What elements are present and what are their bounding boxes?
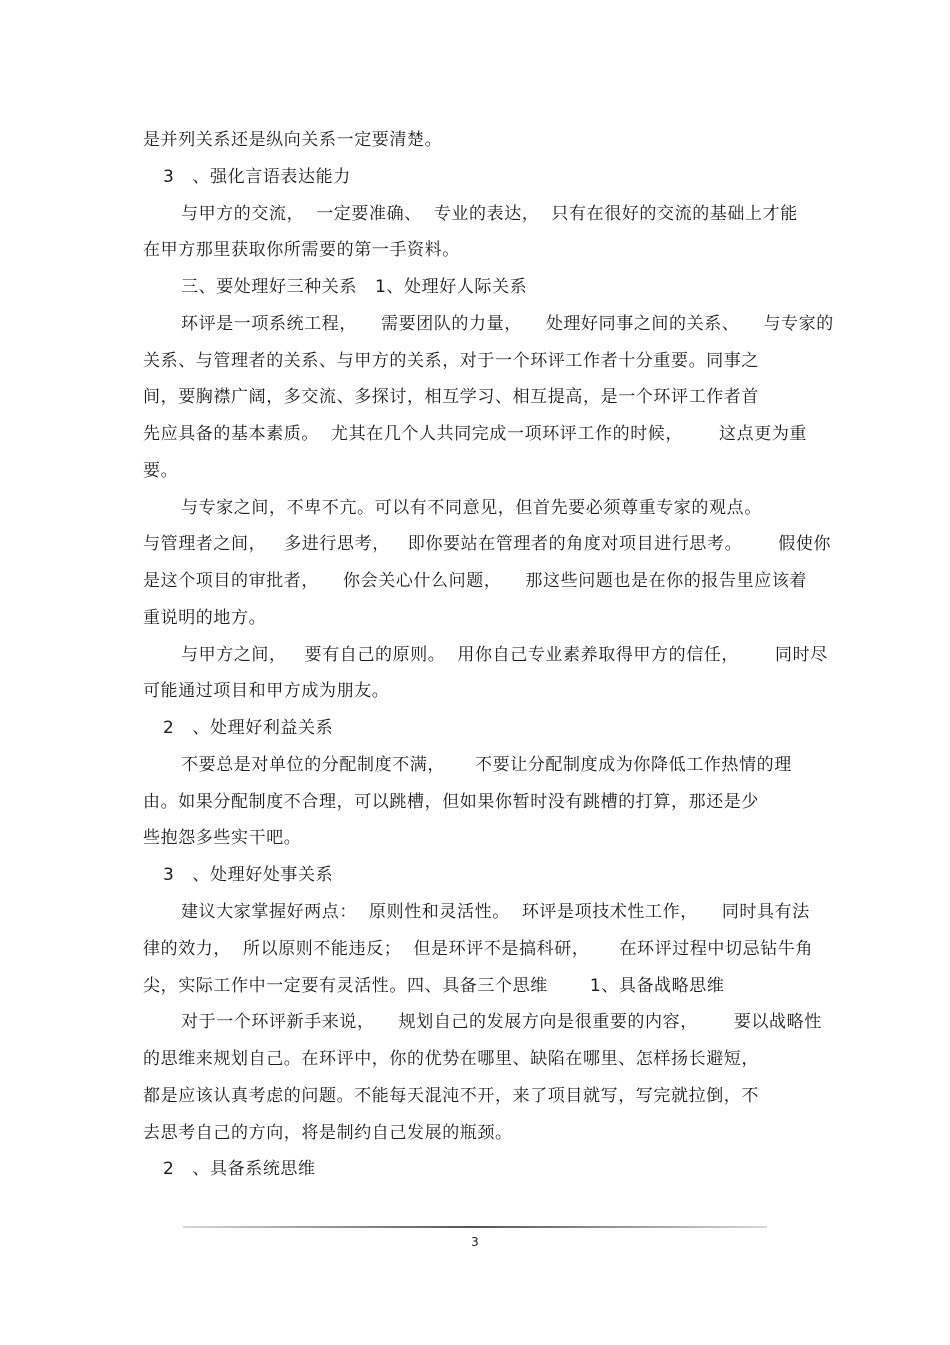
section-heading: 2 、处理好利益关系: [163, 718, 334, 738]
text-line: 建议大家掌握好两点： 原则性和灵活性。 环评是项技术性工作， 同时具有法: [181, 902, 810, 922]
text-line: 环评是一项系统工程， 需要团队的力量， 处理好同事之间的关系、 与专家的: [181, 314, 834, 334]
text-line: 的思维来规划自己。在环评中，你的优势在哪里、缺陷在哪里、怎样扬长避短，: [143, 1049, 759, 1069]
footer-divider: [183, 1226, 767, 1228]
text-line: 些抱怨多些实干吧。: [143, 828, 302, 848]
text-line: 都是应该认真考虑的问题。不能每天混沌不开，来了项目就写，写完就拉倒，不: [143, 1086, 759, 1106]
page-number: 3: [471, 1235, 479, 1249]
text-line: 去思考自己的方向，将是制约自己发展的瓶颈。: [143, 1123, 513, 1143]
text-line: 是这个项目的审批者， 你会关心什么问题， 那这些问题也是在你的报告里应该着: [143, 571, 808, 591]
text-line: 要。: [143, 461, 179, 481]
text-line: 尖，实际工作中一定要有灵活性。四、具备三个思维 1、具备战略思维: [143, 976, 725, 996]
text-line: 与甲方之间， 要有自己的原则。 用你自己专业素养取得甲方的信任， 同时尽: [181, 645, 828, 665]
text-line: 重说明的地方。: [143, 608, 267, 628]
text-line: 由。如果分配制度不合理，可以跳槽，但如果你暂时没有跳槽的打算，那还是少: [143, 792, 759, 812]
text-line: 与甲方的交流， 一定要准确、 专业的表达， 只有在很好的交流的基础上才能: [181, 204, 798, 224]
text-line: 在甲方那里获取你所需要的第一手资料。: [143, 240, 460, 260]
text-line: 与管理者之间， 多进行思考， 即你要站在管理者的角度对项目进行思考。 假使你: [143, 534, 832, 554]
text-line: 不要总是对单位的分配制度不满， 不要让分配制度成为你降低工作热情的理: [181, 755, 792, 775]
section-heading: 2 、具备系统思维: [163, 1159, 316, 1179]
text-line: 先应具备的基本素质。 尤其在几个人共同完成一项环评工作的时候， 这点更为重: [143, 424, 808, 444]
section-heading: 三、要处理好三种关系 1、处理好人际关系: [181, 277, 528, 297]
text-line: 关系、与管理者的关系、与甲方的关系，对于一个环评工作者十分重要。同事之: [143, 351, 759, 371]
section-heading: 3 、处理好处事关系: [163, 865, 334, 885]
text-line: 律的效力， 所以原则不能违反； 但是环评不是搞科研， 在环评过程中切忌钻牛角: [143, 939, 814, 959]
text-line: 间，要胸襟广阔，多交流、多探讨，相互学习、相互提高，是一个环评工作者首: [143, 387, 759, 407]
text-line: 可能通过项目和甲方成为朋友。: [143, 681, 390, 701]
text-line: 是并列关系还是纵向关系一定要清楚。: [143, 130, 443, 150]
text-line: 对于一个环评新手来说， 规划自己的发展方向是很重要的内容， 要以战略性: [181, 1012, 822, 1032]
section-heading: 3 、强化言语表达能力: [163, 167, 351, 187]
text-line: 与专家之间，不卑不亢。可以有不同意见，但首先要必须尊重专家的观点。: [181, 498, 762, 518]
